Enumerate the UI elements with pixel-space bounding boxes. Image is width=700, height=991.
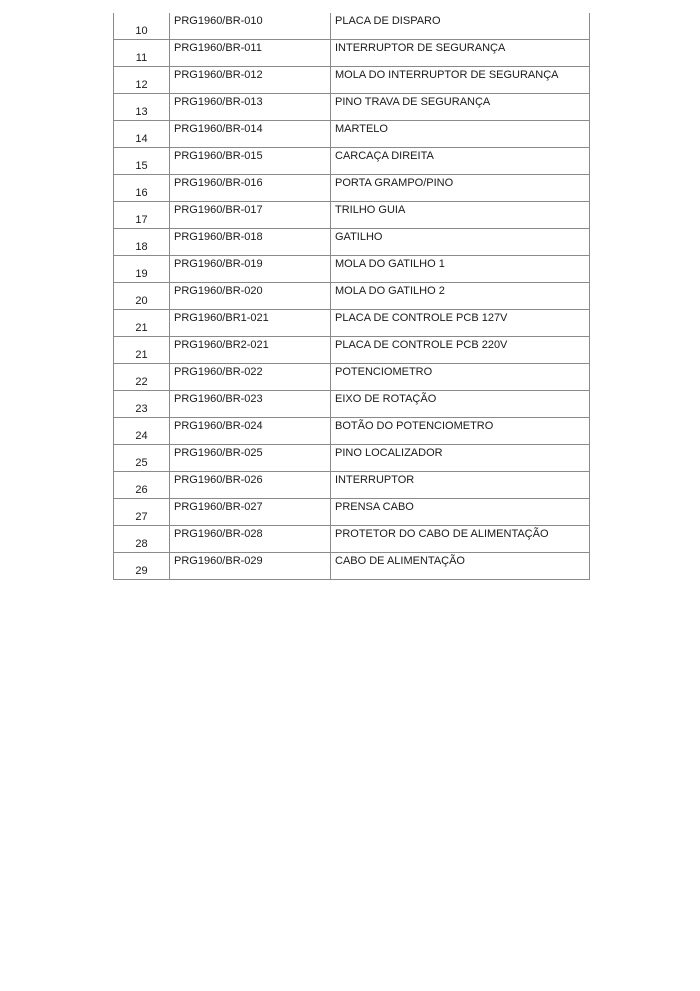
part-code-cell bbox=[170, 553, 331, 580]
part-description: PLACA DE CONTROLE PCB 220V bbox=[335, 339, 508, 351]
part-description-cell bbox=[331, 229, 590, 256]
table-row bbox=[114, 94, 590, 121]
part-description-cell bbox=[331, 310, 590, 337]
table-row bbox=[114, 148, 590, 175]
item-number-cell bbox=[114, 94, 170, 121]
part-description-cell bbox=[331, 13, 590, 40]
part-description: INTERRUPTOR DE SEGURANÇA bbox=[335, 42, 506, 54]
table-row bbox=[114, 418, 590, 445]
item-number: 26 bbox=[135, 484, 148, 496]
item-number-cell bbox=[114, 13, 170, 40]
part-description: PLACA DE CONTROLE PCB 127V bbox=[335, 312, 508, 324]
item-number-cell bbox=[114, 445, 170, 472]
part-description: PINO LOCALIZADOR bbox=[335, 447, 443, 459]
item-number-cell bbox=[114, 553, 170, 580]
part-description-cell bbox=[331, 526, 590, 553]
item-number-cell bbox=[114, 148, 170, 175]
item-number-cell bbox=[114, 418, 170, 445]
part-code-cell bbox=[170, 94, 331, 121]
part-code: PRG1960/BR-025 bbox=[174, 447, 263, 459]
item-number: 25 bbox=[135, 457, 148, 469]
item-number: 22 bbox=[135, 376, 148, 388]
item-number-cell bbox=[114, 310, 170, 337]
part-code: PRG1960/BR-023 bbox=[174, 393, 263, 405]
part-code-cell bbox=[170, 13, 331, 40]
item-number: 13 bbox=[135, 106, 148, 118]
item-number: 20 bbox=[135, 295, 148, 307]
part-description: PRENSA CABO bbox=[335, 501, 414, 513]
table-row bbox=[114, 202, 590, 229]
part-description: PROTETOR DO CABO DE ALIMENTAÇÃO bbox=[335, 528, 549, 540]
part-description-cell bbox=[331, 418, 590, 445]
part-code-cell bbox=[170, 202, 331, 229]
part-description: EIXO DE ROTAÇÃO bbox=[335, 393, 437, 405]
part-description: GATILHO bbox=[335, 231, 383, 243]
table-row bbox=[114, 229, 590, 256]
parts-table-body bbox=[114, 13, 590, 580]
item-number: 28 bbox=[135, 538, 148, 550]
part-description-cell bbox=[331, 121, 590, 148]
part-code: PRG1960/BR2-021 bbox=[174, 339, 269, 351]
part-description: INTERRUPTOR bbox=[335, 474, 415, 486]
part-code: PRG1960/BR-015 bbox=[174, 150, 263, 162]
part-code: PRG1960/BR-022 bbox=[174, 366, 263, 378]
part-description: CARCAÇA DIREITA bbox=[335, 150, 434, 162]
part-code: PRG1960/BR-014 bbox=[174, 123, 263, 135]
part-code-cell bbox=[170, 148, 331, 175]
part-code-cell bbox=[170, 175, 331, 202]
part-code: PRG1960/BR-016 bbox=[174, 177, 263, 189]
item-number: 19 bbox=[135, 268, 148, 280]
part-code-cell bbox=[170, 418, 331, 445]
part-description-cell bbox=[331, 94, 590, 121]
table-row bbox=[114, 283, 590, 310]
part-description: MOLA DO GATILHO 2 bbox=[335, 285, 445, 297]
item-number-cell bbox=[114, 202, 170, 229]
part-code: PRG1960/BR-027 bbox=[174, 501, 263, 513]
part-description-cell bbox=[331, 256, 590, 283]
part-description-cell bbox=[331, 148, 590, 175]
part-code: PRG1960/BR-012 bbox=[174, 69, 263, 81]
part-code-cell bbox=[170, 391, 331, 418]
item-number: 14 bbox=[135, 133, 148, 145]
part-description-cell bbox=[331, 67, 590, 94]
part-description-cell bbox=[331, 445, 590, 472]
part-description: MARTELO bbox=[335, 123, 388, 135]
item-number: 16 bbox=[135, 187, 148, 199]
part-description: MOLA DO GATILHO 1 bbox=[335, 258, 445, 270]
part-description: CABO DE ALIMENTAÇÃO bbox=[335, 555, 465, 567]
table-row bbox=[114, 337, 590, 364]
item-number-cell bbox=[114, 40, 170, 67]
table-row bbox=[114, 175, 590, 202]
part-code-cell bbox=[170, 229, 331, 256]
part-code: PRG1960/BR1-021 bbox=[174, 312, 269, 324]
part-description-cell bbox=[331, 553, 590, 580]
table-row bbox=[114, 13, 590, 40]
table-row bbox=[114, 364, 590, 391]
part-code-cell bbox=[170, 67, 331, 94]
table-row bbox=[114, 256, 590, 283]
part-code-cell bbox=[170, 121, 331, 148]
table-row bbox=[114, 67, 590, 94]
item-number-cell bbox=[114, 364, 170, 391]
part-code-cell bbox=[170, 472, 331, 499]
part-code: PRG1960/BR-026 bbox=[174, 474, 263, 486]
part-code-cell bbox=[170, 283, 331, 310]
part-code-cell bbox=[170, 337, 331, 364]
part-description: POTENCIOMETRO bbox=[335, 366, 433, 378]
item-number: 29 bbox=[135, 565, 148, 577]
part-description-cell bbox=[331, 364, 590, 391]
part-code-cell bbox=[170, 499, 331, 526]
item-number: 21 bbox=[135, 349, 148, 361]
part-description: BOTÃO DO POTENCIOMETRO bbox=[335, 420, 494, 432]
part-code: PRG1960/BR-029 bbox=[174, 555, 263, 567]
parts-table bbox=[113, 13, 590, 580]
item-number: 18 bbox=[135, 241, 148, 253]
part-description-cell bbox=[331, 391, 590, 418]
item-number: 12 bbox=[135, 79, 148, 91]
part-code: PRG1960/BR-018 bbox=[174, 231, 263, 243]
item-number-cell bbox=[114, 67, 170, 94]
item-number: 24 bbox=[135, 430, 148, 442]
part-description: PINO TRAVA DE SEGURANÇA bbox=[335, 96, 491, 108]
table-row bbox=[114, 40, 590, 67]
part-description-cell bbox=[331, 472, 590, 499]
part-code-cell bbox=[170, 40, 331, 67]
part-code: PRG1960/BR-017 bbox=[174, 204, 263, 216]
part-code-cell bbox=[170, 364, 331, 391]
part-code: PRG1960/BR-019 bbox=[174, 258, 263, 270]
part-description-cell bbox=[331, 337, 590, 364]
table-row bbox=[114, 445, 590, 472]
item-number-cell bbox=[114, 229, 170, 256]
table-row bbox=[114, 310, 590, 337]
table-row bbox=[114, 526, 590, 553]
part-code: PRG1960/BR-024 bbox=[174, 420, 263, 432]
part-description-cell bbox=[331, 499, 590, 526]
part-code-cell bbox=[170, 310, 331, 337]
part-description-cell bbox=[331, 202, 590, 229]
part-code-cell bbox=[170, 256, 331, 283]
part-code: PRG1960/BR-028 bbox=[174, 528, 263, 540]
item-number: 17 bbox=[135, 214, 148, 226]
item-number-cell bbox=[114, 391, 170, 418]
item-number: 27 bbox=[135, 511, 148, 523]
part-description-cell bbox=[331, 175, 590, 202]
item-number-cell bbox=[114, 499, 170, 526]
table-row bbox=[114, 553, 590, 580]
part-code: PRG1960/BR-013 bbox=[174, 96, 263, 108]
item-number-cell bbox=[114, 283, 170, 310]
table-row bbox=[114, 391, 590, 418]
item-number: 23 bbox=[135, 403, 148, 415]
part-description-cell bbox=[331, 283, 590, 310]
part-description: PORTA GRAMPO/PINO bbox=[335, 177, 454, 189]
table-row bbox=[114, 121, 590, 148]
part-code: PRG1960/BR-011 bbox=[174, 42, 262, 54]
part-code: PRG1960/BR-010 bbox=[174, 15, 263, 27]
part-description: PLACA DE DISPARO bbox=[335, 15, 441, 27]
part-code-cell bbox=[170, 526, 331, 553]
part-code-cell bbox=[170, 445, 331, 472]
item-number: 15 bbox=[135, 160, 148, 172]
item-number-cell bbox=[114, 256, 170, 283]
table-row bbox=[114, 499, 590, 526]
part-description: MOLA DO INTERRUPTOR DE SEGURANÇA bbox=[335, 69, 559, 81]
part-description: TRILHO GUIA bbox=[335, 204, 406, 216]
item-number-cell bbox=[114, 121, 170, 148]
part-code: PRG1960/BR-020 bbox=[174, 285, 263, 297]
item-number-cell bbox=[114, 337, 170, 364]
item-number-cell bbox=[114, 472, 170, 499]
table-row bbox=[114, 472, 590, 499]
item-number: 21 bbox=[135, 322, 148, 334]
item-number: 10 bbox=[135, 25, 148, 37]
item-number-cell bbox=[114, 526, 170, 553]
item-number-cell bbox=[114, 175, 170, 202]
item-number: 11 bbox=[135, 52, 148, 64]
part-description-cell bbox=[331, 40, 590, 67]
